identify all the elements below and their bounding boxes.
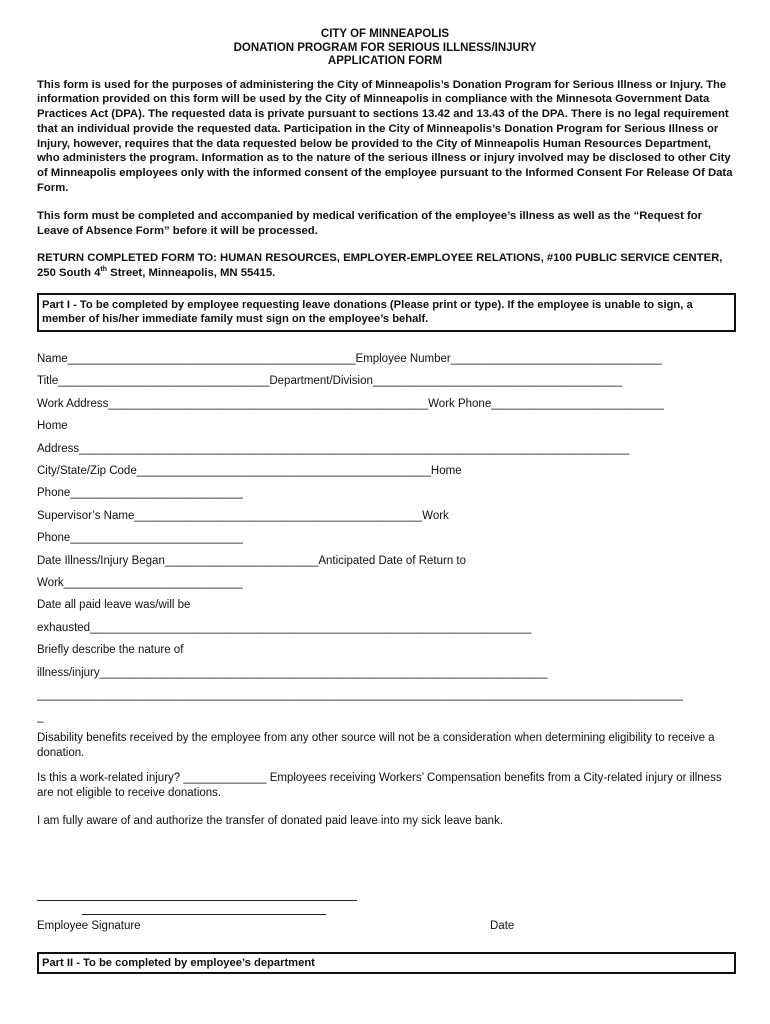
disability-note: Disability benefits received by the employee from any other source will not be a consideration when determining eligibility to receive a donation.: [37, 731, 715, 759]
field-title-department[interactable]: Title_________________________________Department/Division_______________________________________: [37, 375, 623, 388]
intro-paragraph: This form is used for the purposes of administering the City of Minneapolis’s Donation Program for Serious Illness or Injury. The information provided on this form will be used by the City of Minneapolis in compliance with the Minnesota Government Data Practices Act (DPA). The requested data is private pursuant to sections 13.42 and 13.43 of the DPA. There is no legal requirement that an individual provide the requested data. Participation in the City of Minneapolis’s Donation Program for Serious Illness or Injury, however, requires that the data requested below be provided to the City of Minneapolis Human Resources Department, who administers the program. Information as to the nature of the serious illness or injury involved may be disclosed to other City of Minneapolis employees only with the informed consent of the employee pursuant to the Informed Consent For Release Of Data Form.: [37, 78, 733, 195]
return-address-main: RETURN COMPLETED FORM TO: HUMAN RESOURCES, EMPLOYER-EMPLOYEE RELATIONS, #100 PUBLIC SERVICE CENTER, 250 South 4: [37, 252, 723, 280]
field-illness-injury[interactable]: illness/injury______________________________________________________________________: [37, 666, 548, 679]
field-work-phone[interactable]: Phone___________________________: [37, 532, 243, 545]
form-page: [37, 28, 733, 969]
employee-fields: [37, 348, 733, 729]
form-header: [37, 28, 733, 69]
requirement-paragraph: This form must be completed and accompanied by medical verification of the employee’s illness as well as the “Request for Leave of Absence Form” before it will be processed.: [37, 209, 703, 237]
field-leave-exhausted[interactable]: exhausted_____________________________________________________________________: [37, 621, 532, 634]
field-date-began[interactable]: Date Illness/Injury Began________________________Anticipated Date of Return to: [37, 554, 467, 567]
field-supervisor-name[interactable]: Supervisor’s Name_____________________________________________Work: [37, 509, 449, 522]
field-nature-label: Briefly describe the nature of: [37, 644, 184, 657]
field-description-end: _: [37, 711, 44, 724]
field-name-employee-number[interactable]: Name_____________________________________________Employee Number_________________________________: [37, 353, 662, 366]
field-return-date[interactable]: Work____________________________: [37, 576, 243, 589]
employee-signature-label: Employee Signature: [37, 920, 141, 932]
date-signature-line[interactable]: [82, 914, 326, 915]
return-address-sup: th: [100, 266, 108, 274]
field-home-phone[interactable]: Phone___________________________: [37, 487, 243, 500]
authorization-statement: I am fully aware of and authorize the transfer of donated paid leave into my sick leave bank.: [37, 814, 504, 827]
header-program: DONATION PROGRAM FOR SERIOUS ILLNESS/INJURY: [233, 41, 537, 54]
header-form-title: APPLICATION FORM: [327, 55, 443, 67]
return-address-end: Street, Minneapolis, MN 55415.: [107, 267, 276, 280]
part2-box: Part II - To be completed by employee’s department: [37, 952, 736, 974]
field-work-address-phone[interactable]: Work Address__________________________________________________Work Phone___________________________: [37, 397, 664, 410]
field-description-line[interactable]: _____________________________________________________________________________________________________: [37, 688, 683, 701]
date-label: Date: [490, 920, 515, 932]
employee-signature-line[interactable]: [37, 900, 357, 901]
field-leave-exhausted-label: Date all paid leave was/will be: [37, 599, 191, 612]
work-related-question[interactable]: Is this a work-related injury? _____________ Employees receiving Workers’ Compensation benefits from a City-related injury or illness are not eligible to receive donations.: [37, 771, 722, 799]
field-city-state-zip[interactable]: City/State/Zip Code______________________________________________Home: [37, 465, 462, 478]
field-home-address[interactable]: Address______________________________________________________________________________________: [37, 442, 630, 455]
return-address: [37, 251, 733, 281]
part1-box: Part I - To be completed by employee requesting leave donations (Please print or type). If the employee is unable to sign, a member of his/her immediate family must sign on the employee’s behalf.: [37, 293, 736, 332]
header-city: CITY OF MINNEAPOLIS: [320, 28, 450, 40]
field-home-label: Home: [37, 420, 68, 433]
